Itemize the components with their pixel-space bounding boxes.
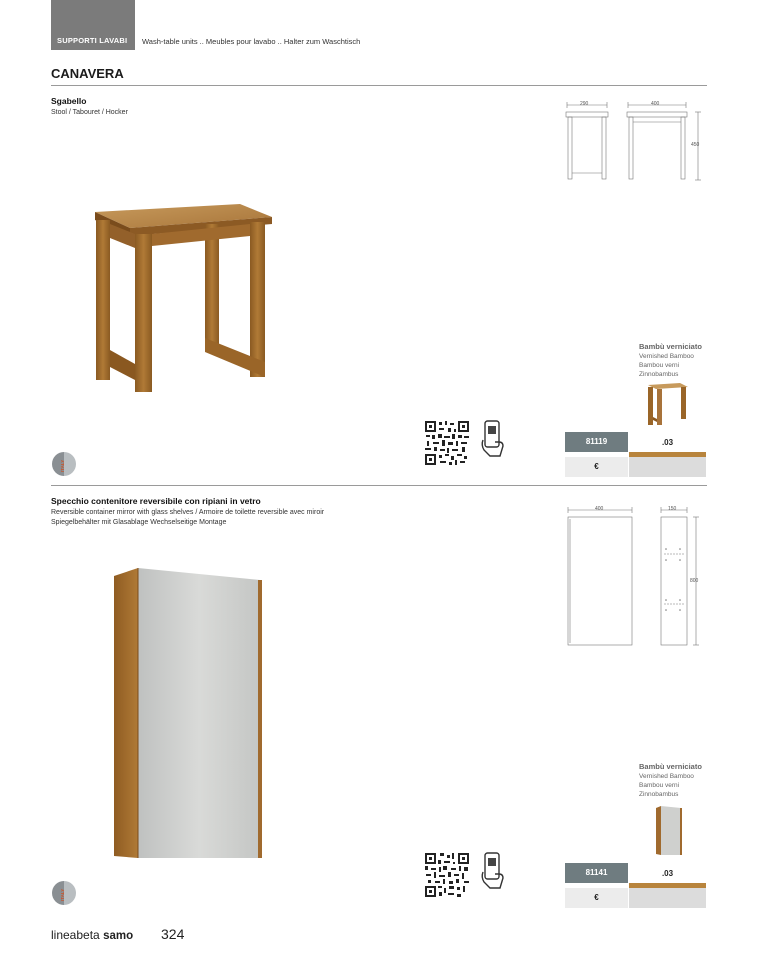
finish-fr: Bambou verni bbox=[639, 782, 680, 789]
product-subtitle: Stool / Tabouret / Hocker bbox=[51, 109, 128, 116]
qr-code-icon[interactable] bbox=[424, 852, 470, 898]
finish-thumbnail bbox=[654, 804, 684, 856]
dim-width: 400 bbox=[595, 506, 604, 512]
series-title: CANAVERA bbox=[51, 66, 124, 81]
price-value bbox=[629, 888, 706, 908]
finish-thumbnail bbox=[644, 381, 692, 427]
header-divider bbox=[51, 85, 707, 86]
finish-en: Vernished Bamboo bbox=[639, 773, 694, 780]
smartphone-scan-icon bbox=[480, 420, 506, 458]
finish-suffix: .03 bbox=[661, 869, 674, 878]
mirror-technical-drawing bbox=[560, 505, 710, 650]
smartphone-scan-icon bbox=[480, 852, 506, 890]
finish-fr: Bambou verni bbox=[639, 362, 680, 369]
made-in-italy-badge: ITALY bbox=[52, 452, 76, 476]
finish-de: Zinnobambus bbox=[639, 791, 679, 798]
price-currency: € bbox=[565, 457, 628, 477]
brand-prefix: lineabeta bbox=[51, 928, 100, 942]
finish-title: Bambù verniciato bbox=[639, 762, 702, 771]
finish-title: Bambù verniciato bbox=[639, 342, 702, 351]
price-currency: € bbox=[565, 888, 628, 908]
stool-photo bbox=[80, 190, 280, 405]
dim-height: 450 bbox=[691, 142, 700, 148]
product-code: 81141 bbox=[565, 863, 628, 883]
product-subtitle-line-1: Reversible container mirror with glass shelves / Armoire de toilette reversible avec miroir bbox=[51, 509, 325, 516]
dim-depth: 150 bbox=[668, 506, 677, 512]
product-code: 81119 bbox=[565, 432, 628, 452]
category-label: SUPPORTI LAVABI bbox=[57, 36, 128, 45]
mirror-cabinet-photo bbox=[110, 566, 270, 862]
page-number: 324 bbox=[161, 926, 185, 942]
footer-brand bbox=[51, 928, 133, 942]
finish-en: Vernished Bamboo bbox=[639, 353, 694, 360]
product-subtitle-line-2: Spiegelbehälter mit Glasablage Wechselseitige Montage bbox=[51, 519, 227, 526]
product-title: Sgabello bbox=[51, 96, 87, 106]
finish-suffix: .03 bbox=[661, 438, 674, 447]
category-subtitle: Wash-table units .. Meubles pour lavabo .. Halter zum Waschtisch bbox=[142, 37, 361, 46]
category-tab bbox=[51, 0, 135, 50]
price-value bbox=[629, 457, 706, 477]
qr-code-icon[interactable] bbox=[424, 420, 470, 466]
finish-de: Zinnobambus bbox=[639, 371, 679, 378]
brand-name: samo bbox=[103, 930, 134, 942]
dim-depth: 290 bbox=[580, 101, 589, 107]
product-title: Specchio contenitore reversibile con ripiani in vetro bbox=[51, 496, 261, 506]
product-divider bbox=[51, 485, 707, 486]
dim-height: 800 bbox=[690, 578, 699, 584]
stool-technical-drawing bbox=[560, 100, 710, 185]
dim-width: 400 bbox=[651, 101, 660, 107]
made-in-italy-badge: ITALY bbox=[52, 881, 76, 905]
